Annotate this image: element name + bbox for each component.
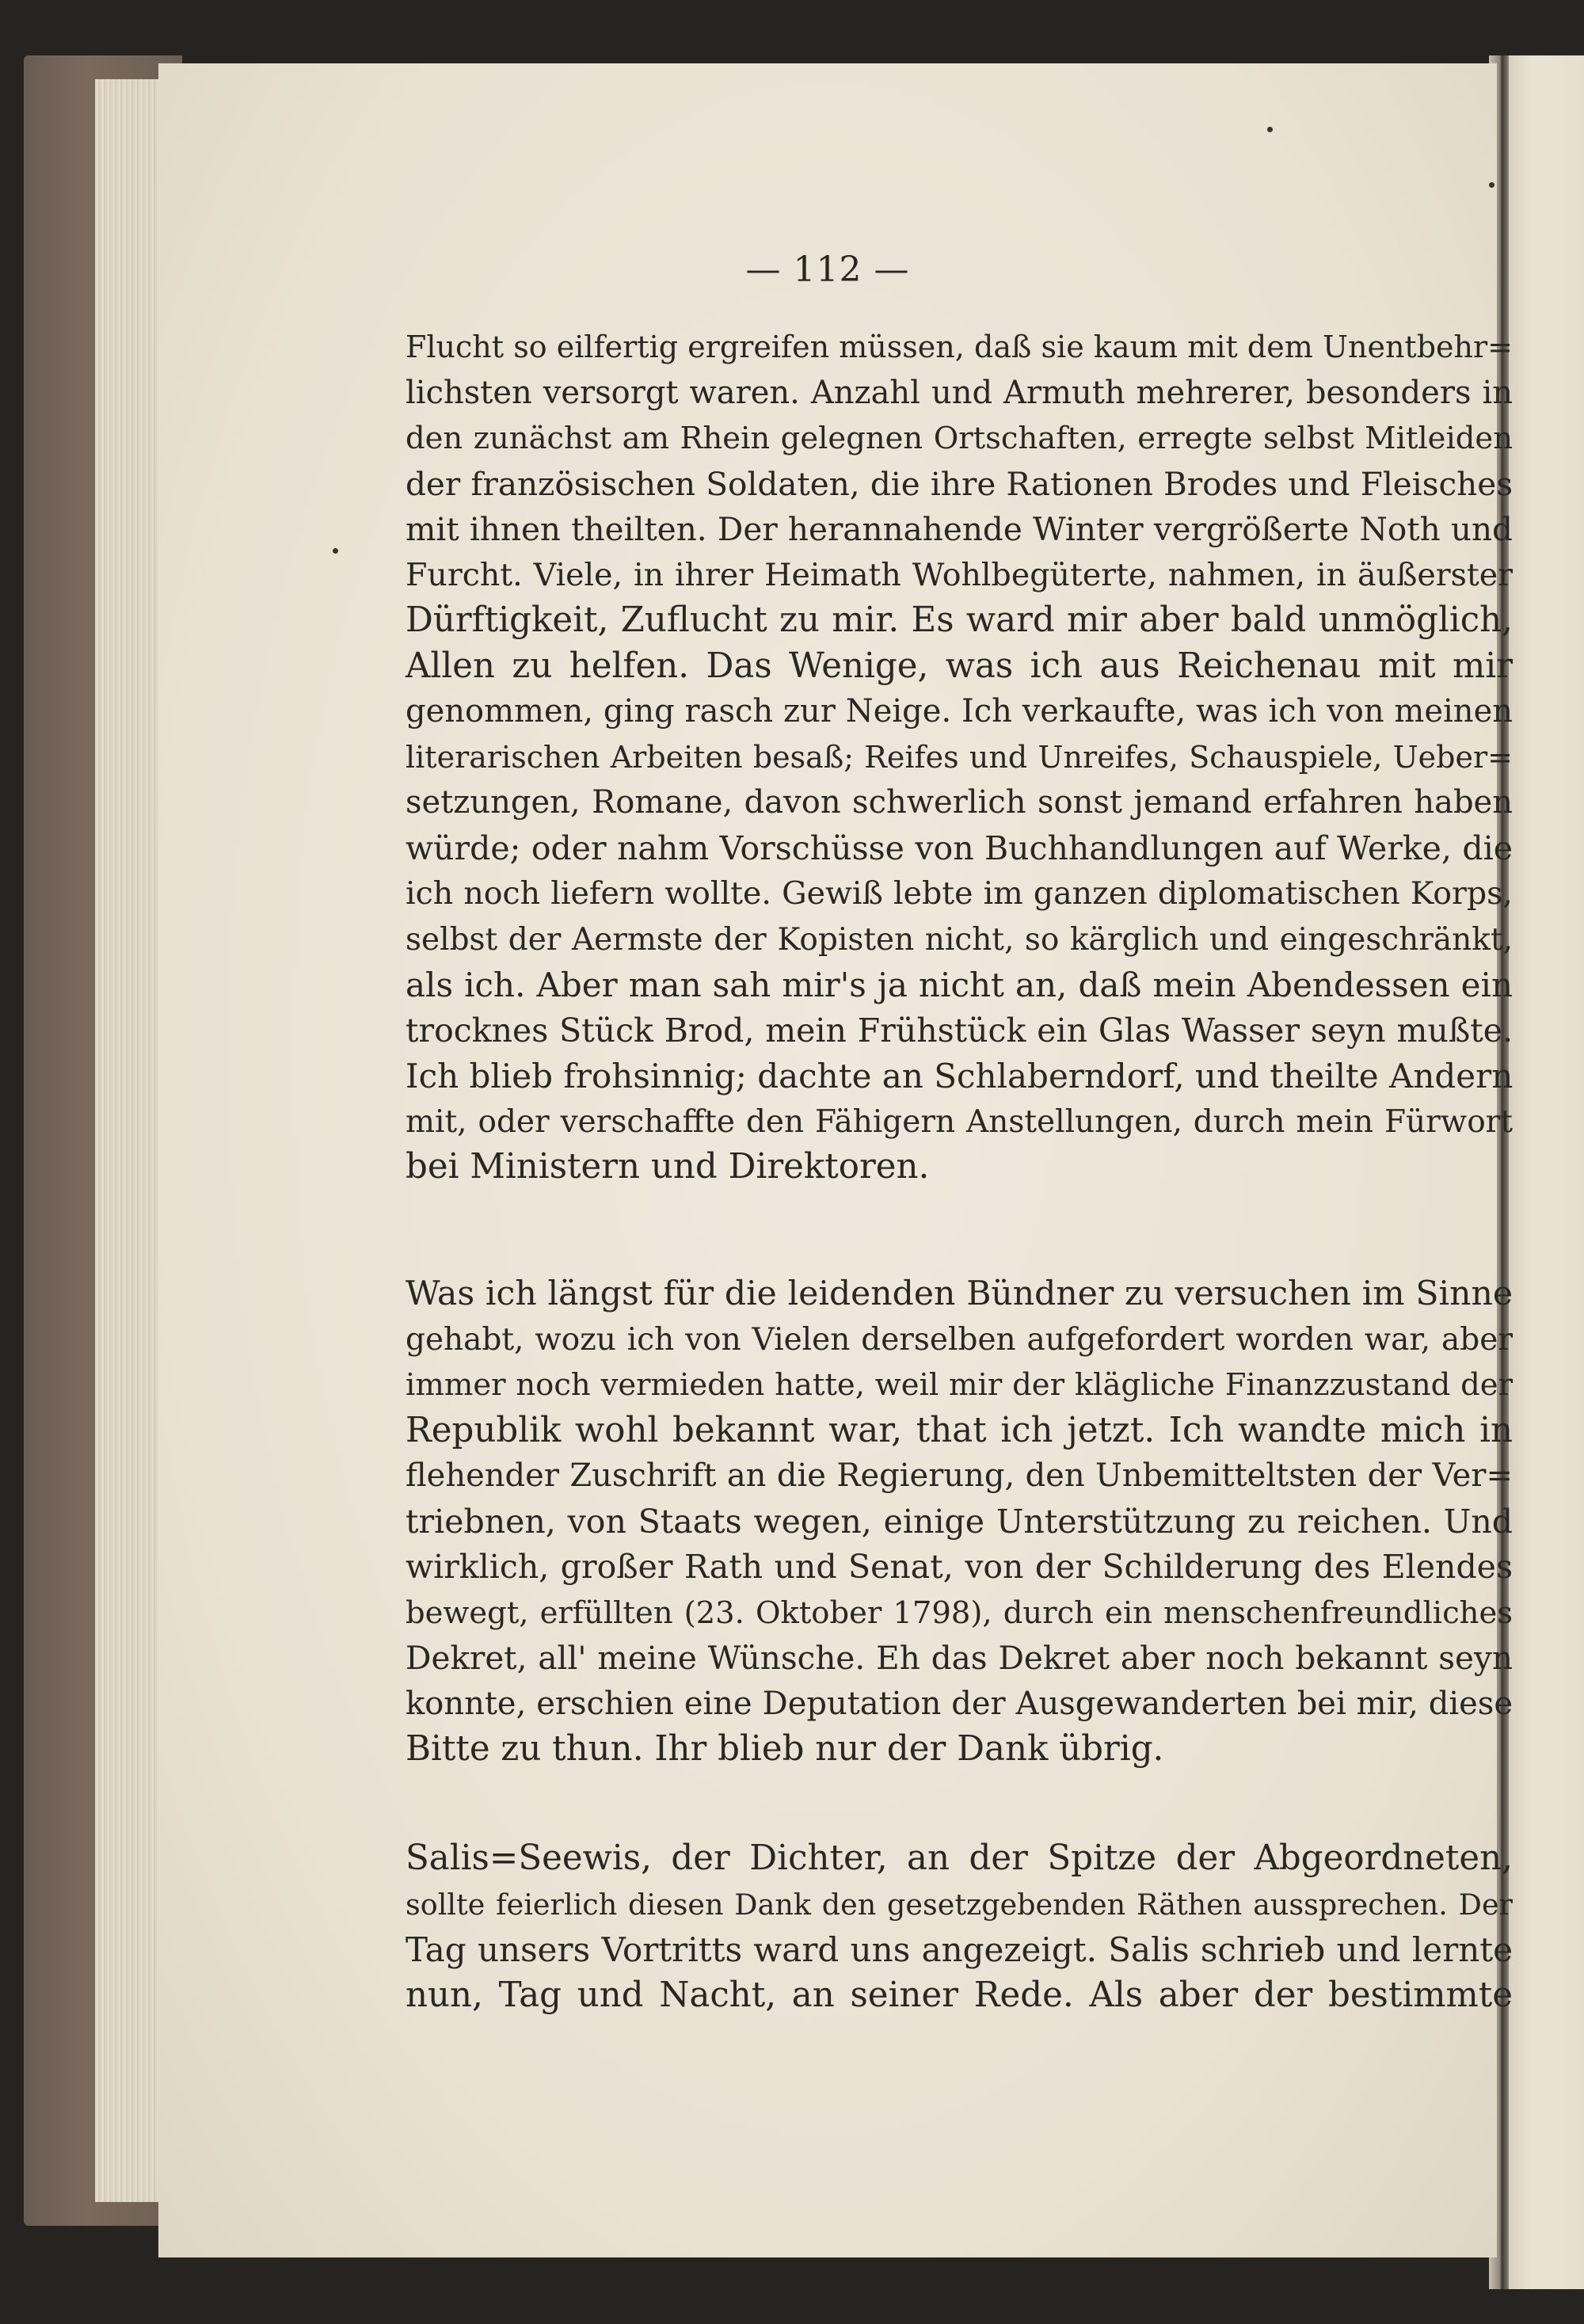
text-line: gehabt, wozu ich von Vielen derselben aufgefordert worden war, aber	[406, 1321, 1513, 1358]
text-line: mit, oder verschaffte den Fähigern Anstellungen, durch mein Fürwort	[406, 1103, 1513, 1140]
text-line: Tag unsers Vortritts ward uns angezeigt. Salis schrieb und lernte	[406, 1930, 1513, 1969]
facing-page-edge	[1509, 55, 1584, 2289]
text-line: flehender Zuschrift an die Regierung, den Unbemitteltsten der Ver=	[406, 1457, 1513, 1494]
text-line: konnte, erschien eine Deputation der Ausgewanderten bei mir, diese	[406, 1685, 1513, 1722]
text-line: nun, Tag und Nacht, an seiner Rede. Als aber der bestimmte	[406, 1975, 1513, 2015]
text-line: sollte feierlich diesen Dank den gesetzgebenden Räthen aussprechen. Der	[406, 1887, 1513, 1922]
text-line: Allen zu helfen. Das Wenige, was ich aus Reichenau mit mir	[406, 646, 1513, 686]
text-line: setzungen, Romane, davon schwerlich sonst jemand erfahren haben	[406, 784, 1513, 821]
text-line: mit ihnen theilten. Der herannahende Winter vergrößerte Noth und	[406, 510, 1513, 548]
paragraph-1	[406, 325, 1513, 1191]
text-line: wirklich, großer Rath und Senat, von der Schilderung des Elendes	[406, 1548, 1513, 1586]
paper-speck	[1489, 182, 1495, 188]
text-line: Bitte zu thun. Ihr blieb nur der Dank übrig.	[406, 1729, 1164, 1769]
text-line: genommen, ging rasch zur Neige. Ich verkaufte, was ich von meinen	[406, 693, 1513, 730]
text-line: Flucht so eilfertig ergreifen müssen, daß sie kaum mit dem Unentbehr=	[406, 330, 1513, 364]
text-line: Furcht. Viele, in ihrer Heimath Wohlbegüterte, nahmen, in äußerster	[406, 556, 1513, 593]
book-page	[158, 63, 1514, 2257]
text-line: bewegt, erfüllten (23. Oktober 1798), durch ein menschenfreundliches	[406, 1594, 1513, 1631]
text-line: Dürftigkeit, Zuflucht zu mir. Es ward mir aber bald unmöglich,	[406, 600, 1513, 640]
text-line: literarischen Arbeiten besaß; Reifes und Unreifes, Schauspiele, Ueber=	[406, 739, 1513, 775]
text-line: ich noch liefern wollte. Gewiß lebte im ganzen diplomatischen Korps,	[406, 875, 1513, 912]
paper-speck	[1267, 127, 1273, 132]
page-number: — 112 —	[745, 250, 910, 290]
text-line: als ich. Aber man sah mir's ja nicht an, daß mein Abendessen ein	[406, 966, 1513, 1004]
paper-speck	[333, 548, 338, 554]
text-line: lichsten versorgt waren. Anzahl und Armuth mehrerer, besonders in	[406, 374, 1513, 411]
text-line: bei Ministern und Direktoren.	[406, 1147, 930, 1187]
text-line: trocknes Stück Brod, mein Frühstück ein Glas Wasser seyn mußte.	[406, 1011, 1513, 1050]
text-line: selbst der Aermste der Kopisten nicht, so kärglich und eingeschränkt,	[406, 921, 1513, 958]
text-line: würde; oder nahm Vorschüsse von Buchhandlungen auf Werke, die	[406, 829, 1513, 867]
text-line: Republik wohl bekannt war, that ich jetzt. Ich wandte mich in	[406, 1410, 1513, 1450]
paragraph-2	[406, 1271, 1513, 1773]
text-line: Salis=Seewis, der Dichter, an der Spitze der Abgeordneten,	[406, 1838, 1513, 1878]
text-line: immer noch vermieden hatte, weil mir der klägliche Finanzzustand der	[406, 1367, 1513, 1403]
text-line: der französischen Soldaten, die ihre Rationen Brodes und Fleisches	[406, 464, 1513, 503]
text-line: Was ich längst für die leidenden Bündner zu versuchen im Sinne	[406, 1274, 1513, 1313]
paragraph-3	[406, 1836, 1513, 2018]
text-line: triebnen, von Staats wegen, einige Unterstützung zu reichen. Und	[406, 1502, 1513, 1541]
text-line: Dekret, all' meine Wünsche. Eh das Dekret aber noch bekannt seyn	[406, 1639, 1513, 1677]
text-line: Ich blieb frohsinnig; dachte an Schlaberndorf, und theilte Andern	[406, 1057, 1514, 1095]
text-line: den zunächst am Rhein gelegnen Ortschaften, erregte selbst Mitleiden	[406, 421, 1513, 456]
